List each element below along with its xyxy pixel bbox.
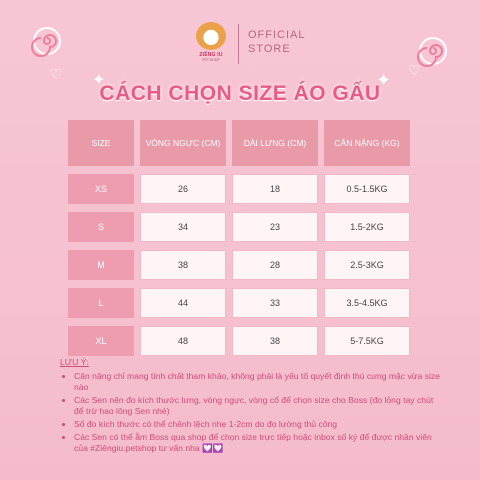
table-header-cell: CÂN NẶNG (KG) xyxy=(324,120,410,166)
table-cell: 38 xyxy=(140,250,226,280)
table-cell: 33 xyxy=(232,288,318,318)
table-cell: 5-7.5KG xyxy=(324,326,410,356)
notes-section xyxy=(60,357,440,456)
shop-logo xyxy=(188,16,234,68)
sparkle-icon: ✦ xyxy=(92,72,106,89)
table-header-cell: DÀI LƯNG (CM) xyxy=(232,120,318,166)
logo-brand: ZIÊNG IU xyxy=(199,52,223,58)
page-title: CÁCH CHỌN SIZE ÁO GẤU xyxy=(99,82,381,105)
table-header-row xyxy=(68,120,414,166)
table-cell: 44 xyxy=(140,288,226,318)
table-cell: 28 xyxy=(232,250,318,280)
size-cell: XS xyxy=(68,174,134,204)
table-row xyxy=(68,174,414,204)
size-cell: M xyxy=(68,250,134,280)
table-header-cell: VÒNG NGỰC (CM) xyxy=(140,120,226,166)
header-divider xyxy=(238,24,239,64)
notes-heading: LƯU Ý: xyxy=(60,357,89,367)
heart-icon: ♡ xyxy=(50,66,63,82)
swirl-icon-right xyxy=(416,34,450,68)
table-cell: 0.5-1.5KG xyxy=(324,174,410,204)
official-store-label xyxy=(248,28,306,56)
swirl-icon-left xyxy=(30,24,64,58)
table-cell: 48 xyxy=(140,326,226,356)
table-cell: 26 xyxy=(140,174,226,204)
heart-icon: ♡ xyxy=(408,62,421,78)
table-cell: 38 xyxy=(232,326,318,356)
size-cell: L xyxy=(68,288,134,318)
table-cell: 18 xyxy=(232,174,318,204)
table-cell: 2.5-3KG xyxy=(324,250,410,280)
table-cell: 1.5-2KG xyxy=(324,212,410,242)
table-header-cell: SIZE xyxy=(68,120,134,166)
table-cell: 34 xyxy=(140,212,226,242)
table-row xyxy=(68,212,414,242)
table-cell: 23 xyxy=(232,212,318,242)
size-cell: S xyxy=(68,212,134,242)
official-line-2: STORE xyxy=(248,43,291,55)
corgi-logo-icon xyxy=(196,22,226,50)
logo-sub: PET SHOP xyxy=(202,58,220,62)
table-row xyxy=(68,250,414,280)
note-item: • Các Sen nên đo kích thước lưng, vòng ngực, vòng cổ để chọn size cho Boss (đo lỏng tay chút để trừ hao lông Sen nhé) xyxy=(74,395,440,418)
notes-list xyxy=(60,371,440,455)
table-row xyxy=(68,288,414,318)
note-item: • Số đo kích thước có thể chênh lệch nhẹ 1-2cm do đo lường thủ công xyxy=(74,419,440,431)
table-row xyxy=(68,326,414,356)
note-item: • Cân nặng chỉ mang tính chất tham khảo, không phải là yếu tố quyết định thú cưng mặc vừa size nào xyxy=(74,371,440,394)
size-table xyxy=(68,120,414,356)
note-item: • Các Sen có thể ẵm Boss qua shop để chọn size trực tiếp hoặc inbox số ký để được nhân viên của #Ziêngiu.petshop tư vấn nha 💟💟 xyxy=(74,432,440,455)
sparkle-icon: ✦ xyxy=(376,70,392,90)
official-line-1: OFFICIAL xyxy=(248,29,306,41)
table-cell: 3.5-4.5KG xyxy=(324,288,410,318)
size-cell: XL xyxy=(68,326,134,356)
